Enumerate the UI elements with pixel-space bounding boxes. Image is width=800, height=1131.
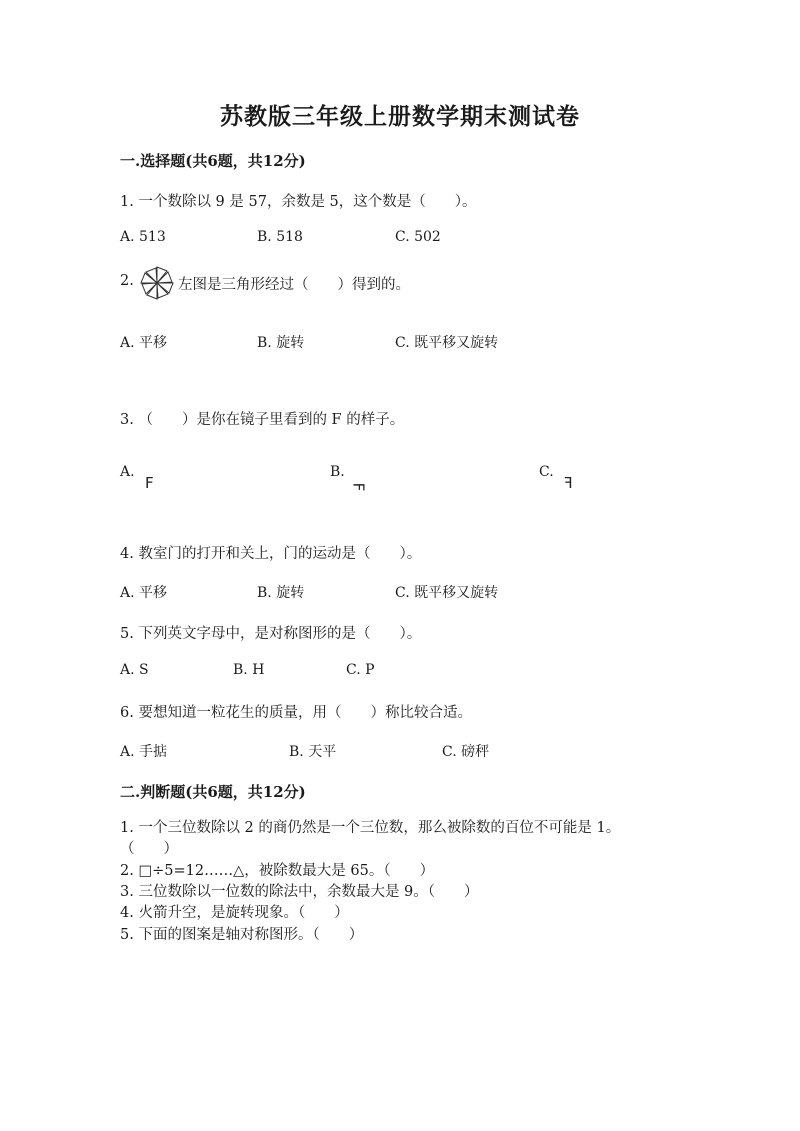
q4-option-b[interactable]: B. 旋转 <box>257 585 305 601</box>
tf-item: 5. 下面的图案是轴对称图形。（ ） <box>120 927 364 943</box>
q3-option-c[interactable]: C. <box>539 464 554 480</box>
q6-option-a[interactable]: A. 手掂 <box>120 744 168 760</box>
section-heading-choice: 一.选择题(共6题，共12分) <box>120 152 306 170</box>
question-2: 左图是三角形经过（ ）得到的。 <box>178 277 410 293</box>
q3-option-a[interactable]: A. <box>120 464 135 480</box>
tf-item: 4. 火箭升空，是旋转现象。（ ） <box>120 905 349 921</box>
q5-option-a[interactable]: A. S <box>120 662 149 678</box>
q5-option-b[interactable]: B. H <box>233 662 265 678</box>
question-5: 5. 下列英文字母中，是对称图形的是（ ）。 <box>120 626 422 642</box>
letter-f-rotated-icon: F <box>349 482 368 492</box>
tf-item-answer-blank[interactable]: （ ） <box>120 841 178 857</box>
pinwheel-figure-icon <box>139 265 175 301</box>
question-6: 6. 要想知道一粒花生的质量，用（ ）称比较合适。 <box>120 705 472 721</box>
tf-item: 2. □÷5=12……△，被除数最大是 65。（ ） <box>120 863 435 879</box>
question-1: 1. 一个数除以 9 是 57，余数是 5，这个数是（ ）。 <box>120 194 477 210</box>
q4-option-c[interactable]: C. 既平移又旋转 <box>395 585 499 601</box>
tf-item: 1. 一个三位数除以 2 的商仍然是一个三位数，那么被除数的百位不可能是 1。 <box>120 820 621 836</box>
q3-option-b[interactable]: B. <box>330 464 345 480</box>
question-3: 3. （ ）是你在镜子里看到的 F 的样子。 <box>120 412 405 428</box>
tf-item: 3. 三位数除以一位数的除法中，余数最大是 9。（ ） <box>120 884 479 900</box>
page-title: 苏教版三年级上册数学期末测试卷 <box>220 103 580 130</box>
q4-option-a[interactable]: A. 平移 <box>120 585 168 601</box>
q6-option-c[interactable]: C. 磅秤 <box>442 744 490 760</box>
q5-option-c[interactable]: C. P <box>346 662 375 678</box>
q6-option-b[interactable]: B. 天平 <box>289 744 337 760</box>
letter-f-icon: F <box>145 474 154 492</box>
q2-option-b[interactable]: B. 旋转 <box>257 335 305 351</box>
q1-option-b[interactable]: B. 518 <box>257 229 303 245</box>
letter-f-mirrored-icon: F <box>564 474 573 492</box>
question-2-number: 2. <box>120 273 134 289</box>
q2-option-c[interactable]: C. 既平移又旋转 <box>395 335 499 351</box>
q1-option-c[interactable]: C. 502 <box>395 229 441 245</box>
section-heading-true-false: 二.判断题(共6题，共12分) <box>120 783 306 801</box>
question-4: 4. 教室门的打开和关上，门的运动是（ ）。 <box>120 546 422 562</box>
q2-option-a[interactable]: A. 平移 <box>120 335 168 351</box>
q1-option-a[interactable]: A. 513 <box>120 229 166 245</box>
